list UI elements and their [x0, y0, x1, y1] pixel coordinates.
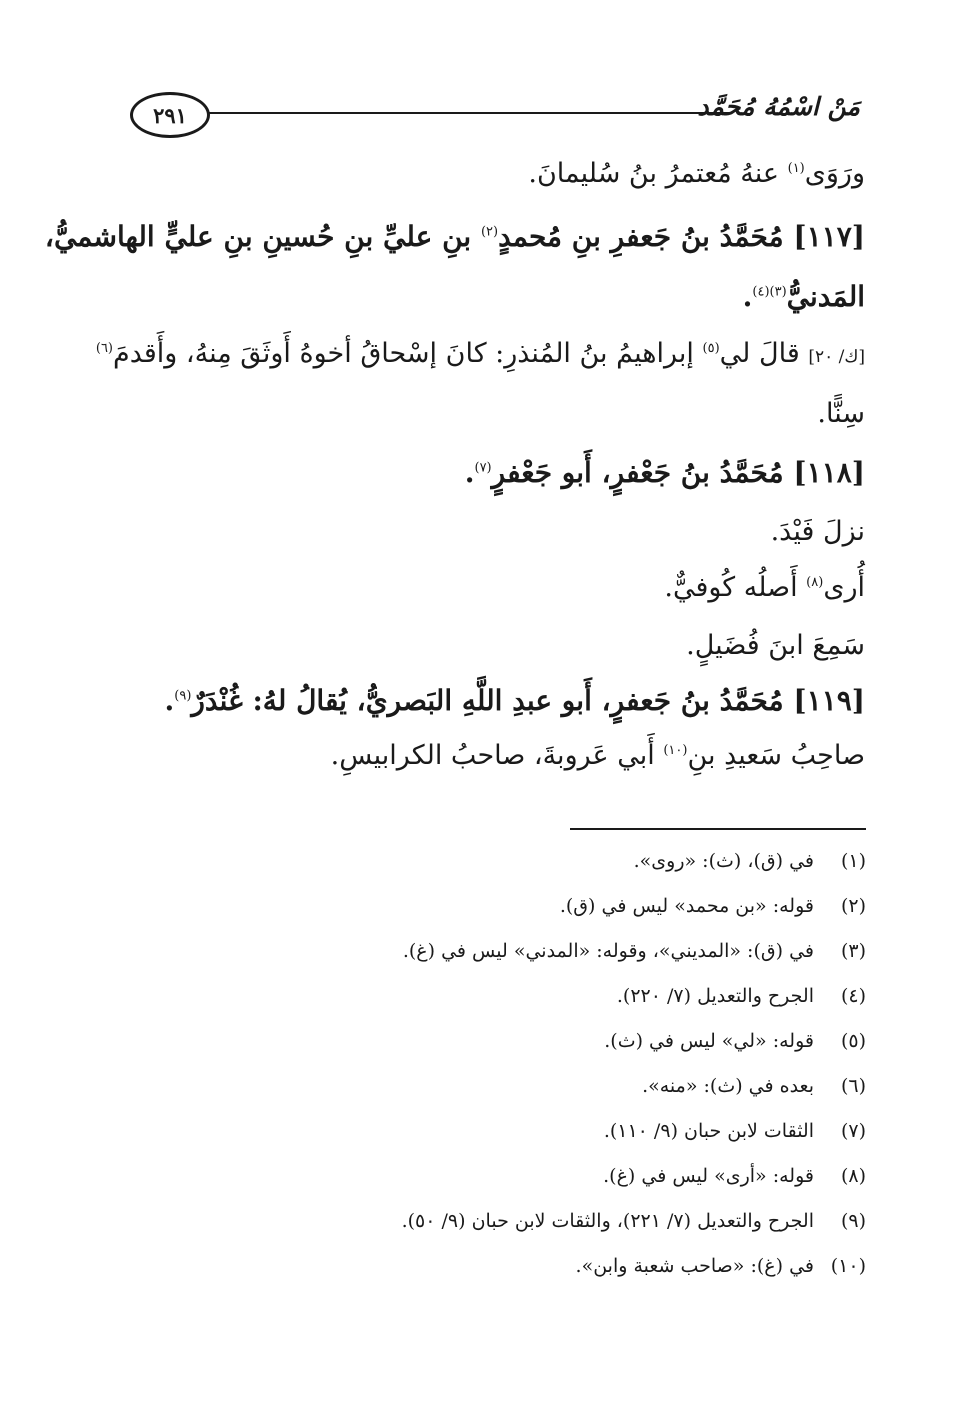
footnote-ref-5: (٥) — [702, 341, 720, 356]
line-4-text-b: إبراهيمُ بنُ المُنذرِ: كانَ إسْحاقُ أخوهُ أَوثَقَ مِنهُ، وأَقدمَ — [113, 338, 703, 369]
line-7-text: نزلَ فَيْدَ. — [770, 516, 865, 547]
line-2-text-b: بنِ عليِّ بنِ حُسينِ بنِ عليٍّ الهاشميُّ، — [44, 220, 481, 253]
footnote-ref-2: (٢) — [480, 224, 499, 240]
line-1-text-a: ورَوَى — [804, 158, 865, 189]
entry-117-line-2 — [743, 280, 865, 313]
line-4-text-a: قالَ لي — [719, 338, 809, 369]
footnote-7 — [604, 1120, 866, 1148]
line-6-text-b: . — [464, 456, 475, 489]
footnote-5 — [604, 1030, 866, 1058]
line-3-text-b: . — [742, 280, 753, 313]
footnote-text: قوله: «بن محمد» ليس في (ق). — [559, 895, 814, 917]
footnote-ref-10: (١٠) — [663, 743, 688, 758]
footnote-ref-8: (٨) — [806, 575, 824, 590]
text-line-1 — [528, 158, 865, 189]
line-1-text-b: عنهُ مُعتمرُ بنُ سُليمانَ. — [528, 158, 788, 189]
footnote-6 — [642, 1075, 866, 1103]
line-10-text-b: . — [164, 684, 175, 717]
entry-119 — [165, 684, 865, 717]
footnote-number: (١) — [840, 850, 866, 872]
footnote-number: (١٠) — [830, 1255, 866, 1277]
line-8-text-a: أُرى — [823, 572, 865, 603]
footnote-ref-7: (٧) — [474, 460, 492, 476]
footnote-number: (٢) — [840, 895, 866, 917]
footnote-1 — [634, 850, 866, 878]
text-line-9 — [686, 630, 865, 661]
text-line-4 — [96, 338, 865, 369]
text-line-8 — [664, 572, 865, 603]
footnote-number: (٨) — [840, 1165, 866, 1187]
running-title: مَنْ اسْمُهُ مُحَمَّد — [697, 92, 860, 121]
page-header — [130, 90, 860, 140]
footnote-number: (٧) — [840, 1120, 866, 1142]
footnote-ref-9: (٩) — [174, 688, 192, 704]
footnote-text: قوله: «أرى» ليس في (غ). — [603, 1165, 814, 1187]
line-9-text: سَمِعَ ابنَ فُضَيلٍ. — [686, 630, 865, 661]
line-10-text-a: [١١٩] مُحَمَّدُ بنُ جَعفرٍ، أَبو عبدِ اللَّهِ البَصريُّ، يُقالُ لهُ: غُنْدَرٌ — [191, 684, 865, 717]
line-6-text-a: [١١٨] مُحَمَّدُ بنُ جَعْفرٍ، أَبو جَعْفرٍ — [491, 456, 865, 489]
footnote-3 — [403, 940, 866, 968]
line-8-text-b: أَصلُه كُوفيٌّ. — [664, 572, 807, 603]
footnote-ref-1: (١) — [787, 161, 805, 176]
footnote-number: (٥) — [840, 1030, 866, 1052]
footnote-text: في (غ): «صاحب شعبة وابن». — [575, 1255, 814, 1277]
footnote-8 — [603, 1165, 866, 1193]
footnote-text: قوله: «لي» ليس في (ث). — [604, 1030, 814, 1052]
line-11-text-b: أَبي عَروبةَ، صاحبُ الكرابيسِ. — [330, 740, 664, 771]
line-3-text-a: المَدنيُّ — [786, 280, 865, 313]
footnote-text: بعده في (ث): «منه». — [642, 1075, 814, 1097]
manuscript-ref: [ك/ ٢٠] — [808, 347, 865, 367]
footnote-text: الجرح والتعديل (٧/ ٢٢٠). — [616, 985, 814, 1007]
line-5-text: سِنًّا. — [817, 398, 865, 429]
footnote-text: الثقات لابن حبان (٩/ ١١٠). — [603, 1120, 814, 1142]
footnote-text: في (ق)، (ث): «روى». — [633, 850, 814, 872]
footnote-number: (٦) — [840, 1075, 866, 1097]
footnote-4 — [617, 985, 866, 1013]
footnote-10 — [576, 1255, 866, 1283]
text-line-5 — [817, 398, 865, 429]
footnote-2 — [560, 895, 866, 923]
footnote-number: (٣) — [840, 940, 866, 962]
footnote-number: (٩) — [840, 1210, 866, 1232]
entry-117-line-1 — [45, 220, 865, 253]
footnote-9 — [402, 1210, 866, 1238]
footnote-ref-3-4: (٣)(٤) — [752, 284, 787, 300]
footnote-ref-6: (٦) — [95, 341, 113, 356]
entry-118 — [465, 456, 865, 489]
footnote-text: في (ق): «المديني»، وقوله: «المدني» ليس في (غ). — [402, 940, 814, 962]
line-2-text-a: [١١٧] مُحَمَّدُ بنُ جَعفرِ بنِ مُحمدٍ — [498, 220, 865, 253]
page-number: ٢٩١ — [130, 92, 210, 138]
footnote-number: (٤) — [840, 985, 866, 1007]
footnote-text: الجرح والتعديل (٧/ ٢٢١)، والثقات لابن حبان (٩/ ٥٠). — [401, 1210, 814, 1232]
header-rule — [208, 112, 732, 114]
text-line-7 — [771, 516, 865, 547]
footnote-separator — [570, 828, 866, 830]
line-11-text-a: صاحِبُ سَعيدِ بنِ — [687, 740, 865, 771]
text-line-11 — [331, 740, 865, 771]
